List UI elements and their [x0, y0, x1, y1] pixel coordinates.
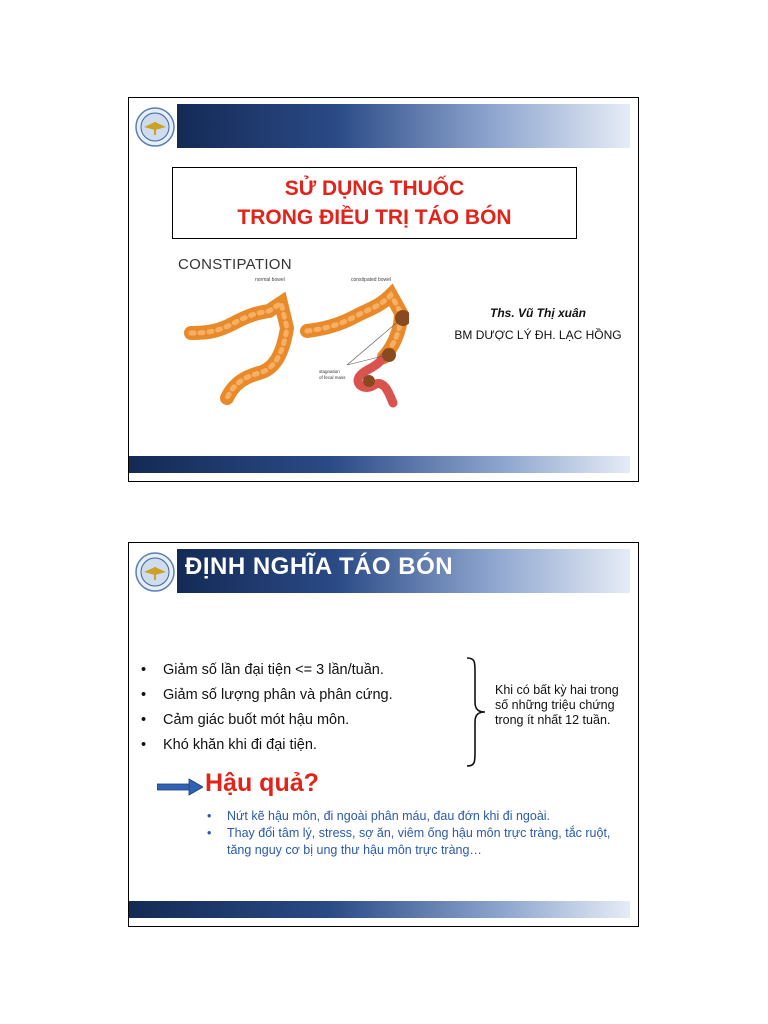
slide-heading: ĐỊNH NGHĨA TÁO BÓN	[185, 553, 454, 580]
consequence-heading: Hậu quả?	[205, 769, 319, 797]
consequence-list	[203, 808, 623, 859]
bowel-illustration	[179, 273, 409, 411]
symptom-text: Giảm số lượng phân và phân cứng.	[163, 687, 393, 703]
bullet-icon: •	[141, 687, 147, 703]
symptom-text: Khó khăn khi đi đại tiện.	[163, 737, 317, 753]
title-box	[172, 167, 577, 239]
title-line-2: TRONG ĐIỀU TRỊ TÁO BÓN	[237, 206, 512, 229]
constipated-bowel	[307, 295, 401, 357]
bullet-icon: •	[141, 737, 147, 753]
author-block	[443, 306, 633, 342]
symptom-text: Giảm số lần đại tiện <= 3 lần/tuần.	[163, 662, 384, 678]
symptom-item	[141, 733, 393, 758]
slide-title	[128, 97, 639, 482]
symptom-item	[141, 683, 393, 708]
symptom-item	[141, 658, 393, 683]
consequence-item	[203, 808, 623, 825]
footer-bar	[129, 456, 630, 473]
footer-bar	[129, 901, 630, 918]
bullet-icon: •	[207, 826, 212, 840]
university-logo-icon	[135, 552, 175, 592]
symptom-list	[141, 658, 393, 758]
consequence-item	[203, 825, 623, 859]
constipated-bowel-caption: constipated bowel	[351, 277, 392, 283]
fecal-mass-caption-2: of fecal mass	[319, 375, 346, 380]
bullet-icon: •	[207, 809, 212, 823]
symptom-item	[141, 708, 393, 733]
title-line-1: SỬ DỤNG THUỐC	[284, 177, 465, 200]
normal-bowel-caption: normal bowel	[255, 277, 285, 283]
arrow-right-icon	[157, 776, 203, 798]
right-brace-icon	[465, 656, 487, 768]
consequence-text: Nứt kẽ hậu môn, đi ngoài phân máu, đau đớn khi đi ngoài.	[227, 809, 551, 823]
bullet-icon: •	[141, 662, 147, 678]
slide-definition	[128, 542, 639, 927]
author-name: Ths. Vũ Thị xuân	[489, 306, 586, 320]
criteria-note: Khi có bất kỳ hai trong số những triệu chứng trong ít nhất 12 tuần.	[495, 683, 619, 727]
symptom-text: Cảm giác buốt mót hậu môn.	[163, 712, 350, 728]
consequence-text: Thay đổi tâm lý, stress, sợ ăn, viêm ống hậu môn trực tràng, tắc ruột, tăng nguy cơ bị ung thư hậu môn trực tràng…	[227, 826, 611, 857]
university-logo-icon	[135, 107, 175, 147]
author-department: BM DƯỢC LÝ ĐH. LẠC HỒNG	[454, 328, 622, 342]
bullet-icon: •	[141, 712, 147, 728]
header-bar	[177, 104, 630, 148]
constipation-label: CONSTIPATION	[178, 256, 292, 273]
fecal-mass-caption-1: stagnation	[319, 369, 340, 374]
